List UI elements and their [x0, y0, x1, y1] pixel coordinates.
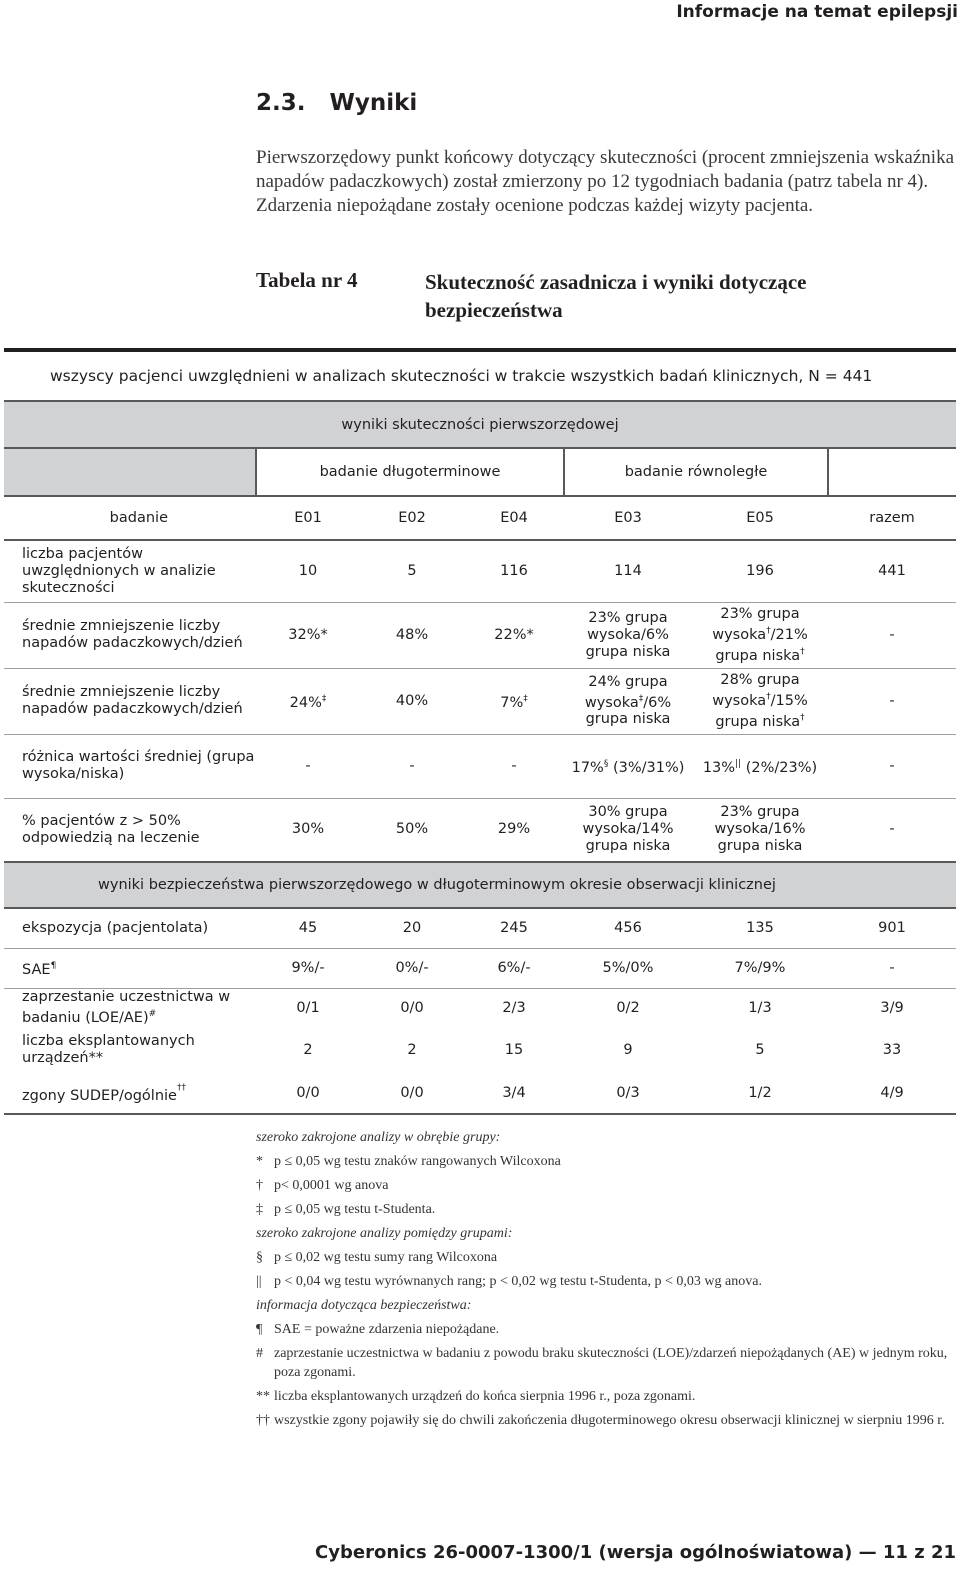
table-cell: 0/0	[400, 1000, 424, 1017]
row-label: ekspozycja (pacjentolata)	[22, 919, 209, 936]
footnote-text: SAE = poważne zdarzenia niepożądane.	[274, 1322, 500, 1337]
table-cell: 10	[298, 562, 318, 579]
footnote-symbol: ‡	[256, 1202, 263, 1217]
table-cell: 0%/-	[395, 960, 429, 976]
table-cell: 6%/-	[497, 960, 531, 976]
table-row	[4, 734, 956, 798]
table-cell: 5%/0%	[602, 960, 654, 976]
table-cell: 2	[303, 1042, 313, 1058]
footnote-text: p ≤ 0,02 wg testu sumy rang Wilcoxona	[274, 1250, 498, 1265]
table-cell: 7%/9%	[734, 960, 786, 976]
table-row	[4, 668, 956, 734]
table-cell: 5	[755, 1042, 765, 1058]
footnote-symbol: #	[256, 1346, 263, 1361]
table-row	[4, 798, 956, 862]
table-cell: 901	[878, 920, 906, 937]
table-row	[4, 948, 956, 988]
table-cell: 456	[614, 920, 642, 937]
group-long-term: badanie długoterminowe	[256, 448, 564, 496]
table-cell: 2/3	[502, 1000, 526, 1017]
footnote-section-title: szeroko zakrojone analizy pomiędzy grupami:	[256, 1226, 513, 1241]
table-cell: 9	[623, 1042, 633, 1058]
group-parallel: badanie równoległe	[564, 448, 828, 496]
footnote	[256, 1409, 956, 1433]
table-cell: -	[889, 692, 895, 709]
column-header: razem	[869, 510, 915, 526]
row-label: SAE¶	[22, 960, 57, 978]
table-cell: 3/9	[880, 1000, 904, 1017]
table-cell: 135	[746, 920, 774, 937]
table-label: Tabela nr 4	[256, 268, 358, 292]
table-cell: -	[889, 626, 895, 643]
table-cell: 20	[402, 920, 422, 937]
footnote-text: wszystkie zgony pojawiły się do chwili zakończenia długoterminowego okresu obserwacji klinicznej w sierpniu 1996 r.	[274, 1413, 945, 1428]
table-cell: -	[889, 821, 895, 838]
table-cell: 5	[407, 562, 417, 579]
table-cell: 0/0	[400, 1084, 424, 1101]
footnote-symbol: *	[256, 1154, 263, 1169]
table-cell: 114	[614, 562, 642, 579]
table-cell: -	[409, 757, 415, 774]
table-row	[4, 908, 956, 948]
table-row	[4, 540, 956, 602]
results-grid	[4, 402, 956, 1115]
table-cell: 48%	[395, 626, 429, 643]
footnote-symbol: ¶	[256, 1322, 263, 1337]
footnote	[256, 1385, 956, 1409]
footnote	[256, 1318, 956, 1342]
footnote-text: p < 0,04 wg testu wyrównanych rang; p < 0,02 wg testu t-Studenta, p < 0,03 wg anova.	[274, 1274, 762, 1289]
table-cell: -	[305, 757, 311, 774]
safety-section-header: wyniki bezpieczeństwa pierwszorzędowego w długoterminowym okresie obserwacji klinicznej	[4, 862, 956, 908]
column-header: E04	[500, 510, 528, 526]
column-header: badanie	[109, 510, 168, 526]
table-cell: 1/3	[748, 1000, 772, 1017]
table-title: Skuteczność zasadnicza i wyniki dotyczące bezpieczeństwa	[425, 270, 807, 322]
table-row	[4, 602, 956, 668]
page-header: Informacje na temat epilepsji	[676, 2, 958, 22]
footnote-text: p ≤ 0,05 wg testu znaków rangowanych Wilcoxona	[274, 1154, 561, 1169]
table-cell: 116	[500, 562, 528, 579]
table-row	[4, 988, 956, 1028]
row-label: średnie zmniejszenie liczby napadów padaczkowych/dzień	[22, 684, 243, 717]
table-body	[4, 402, 956, 1114]
section-heading: 2.3. Wyniki	[256, 90, 418, 116]
group-header-blank-right	[828, 448, 956, 496]
table-cell: 15	[504, 1042, 524, 1058]
table-cell: -	[889, 960, 895, 976]
efficacy-header-row	[4, 402, 956, 448]
footnote	[256, 1270, 956, 1294]
row-label: średnie zmniejszenie liczby napadów padaczkowych/dzień	[22, 618, 243, 651]
table-cell: 50%	[395, 821, 429, 838]
column-header-row	[4, 496, 956, 540]
row-label: zgony SUDEP/ogólnie††	[22, 1083, 186, 1104]
table-cell: 23% grupa wysoka/16% grupa niska	[714, 804, 806, 855]
page-footer: Cyberonics 26-0007-1300/1 (wersja ogólnoświatowa) — 11 z 21	[315, 1542, 956, 1563]
results-table	[4, 348, 956, 1115]
table-cell: 29%	[497, 821, 531, 838]
table-cell: 22%*	[494, 626, 534, 643]
footnote-text: p< 0,0001 wg anova	[274, 1178, 389, 1193]
safety-header-row	[4, 862, 956, 908]
footnote	[256, 1246, 956, 1270]
table-cell: 17%§ (3%/31%)	[571, 758, 685, 776]
efficacy-section-header: wyniki skuteczności pierwszorzędowej	[341, 416, 619, 433]
footnote-text: liczba eksplantowanych urządzeń do końca sierpnia 1996 r., poza zgonami.	[274, 1389, 696, 1404]
group-header-row	[4, 448, 956, 496]
group-header-blank	[4, 448, 256, 496]
table-cell: 4/9	[880, 1084, 904, 1101]
row-label: zaprzestanie uczestnictwa w badaniu (LOE/AE)#	[22, 989, 231, 1027]
footnote-symbol: §	[256, 1250, 263, 1265]
row-label: różnica wartości średniej (grupa wysoka/niska)	[22, 749, 255, 782]
row-label: liczba eksplantowanych urządzeń**	[22, 1033, 195, 1066]
table-cell: 196	[746, 562, 774, 579]
table-cell: 441	[878, 562, 906, 579]
table-cell: 13%|| (2%/23%)	[702, 758, 818, 776]
table-row	[4, 1072, 956, 1114]
footnotes	[256, 1126, 956, 1433]
footnote-symbol: †	[256, 1178, 263, 1193]
table-cell: -	[889, 757, 895, 774]
table-cell: 40%	[395, 692, 429, 709]
footnote	[256, 1174, 956, 1198]
column-header: E05	[746, 510, 774, 526]
footnote	[256, 1150, 956, 1174]
table-row	[4, 1028, 956, 1072]
footnote-symbol: ||	[256, 1274, 262, 1289]
footnote-text: zaprzestanie uczestnictwa w badaniu z powodu braku skuteczności (LOE)/zdarzeń niepożądanych (AE) w jednym roku, poza zgonami.	[274, 1346, 948, 1380]
table-cell: 0/0	[296, 1084, 320, 1101]
table-cell: 0/3	[616, 1084, 640, 1101]
column-header: E03	[614, 510, 642, 526]
table-cell: 2	[407, 1042, 417, 1058]
footnote-section-title: szeroko zakrojone analizy w obrębie grupy:	[256, 1130, 501, 1145]
row-label: % pacjentów z > 50% odpowiedzią na leczenie	[22, 812, 200, 846]
column-header: E02	[398, 510, 426, 526]
intro-paragraph: Pierwszorzędowy punkt końcowy dotyczący skuteczności (procent zmniejszenia wskaźnika napadów padaczkowych) został zmierzony po 12 tygodniach badania (patrz tabela nr 4). Zdarzenia niepożądane zostały ocenione podczas każdej wizyty pacjenta.	[256, 147, 955, 216]
table-cell: 0/1	[296, 1000, 320, 1017]
table-cell: 45	[298, 920, 318, 937]
table-cell: 245	[500, 920, 528, 937]
table-cell: 24%‡	[289, 693, 327, 711]
table-cell: 23% grupa wysoka†/21% grupa niska†	[712, 605, 808, 664]
table-cell: 9%/-	[291, 960, 325, 976]
footnote-section-title: informacja dotycząca bezpieczeństwa:	[256, 1298, 472, 1313]
table-cell: 7%‡	[500, 693, 528, 711]
table-cell: 30% grupa wysoka/14% grupa niska	[582, 804, 674, 855]
table-cell: 23% grupa wysoka/6% grupa niska	[585, 609, 671, 660]
table-cell: 3/4	[502, 1084, 526, 1101]
table-cell: 33	[882, 1042, 902, 1058]
footnote-symbol: ††	[256, 1413, 270, 1428]
footnote	[256, 1342, 956, 1385]
footnote-text: p ≤ 0,05 wg testu t-Studenta.	[274, 1202, 436, 1217]
table-cell: 0/2	[616, 1000, 640, 1017]
table-cell: 30%	[291, 821, 325, 838]
table-cell: -	[511, 757, 517, 774]
footnote	[256, 1198, 956, 1222]
row-label: liczba pacjentów uwzględnionych w analizie skuteczności	[22, 545, 216, 596]
table-cell: 1/2	[748, 1084, 772, 1101]
table-caption: wszyscy pacjenci uwzględnieni w analizach skuteczności w trakcie wszystkich badań klinicznych, N = 441	[4, 352, 956, 402]
column-header: E01	[294, 510, 322, 526]
table-cell: 28% grupa wysoka†/15% grupa niska†	[712, 671, 808, 730]
footnote-symbol: **	[256, 1389, 270, 1404]
table-cell: 32%*	[288, 626, 328, 643]
table-cell: 24% grupa wysoka‡/6% grupa niska	[584, 673, 672, 728]
